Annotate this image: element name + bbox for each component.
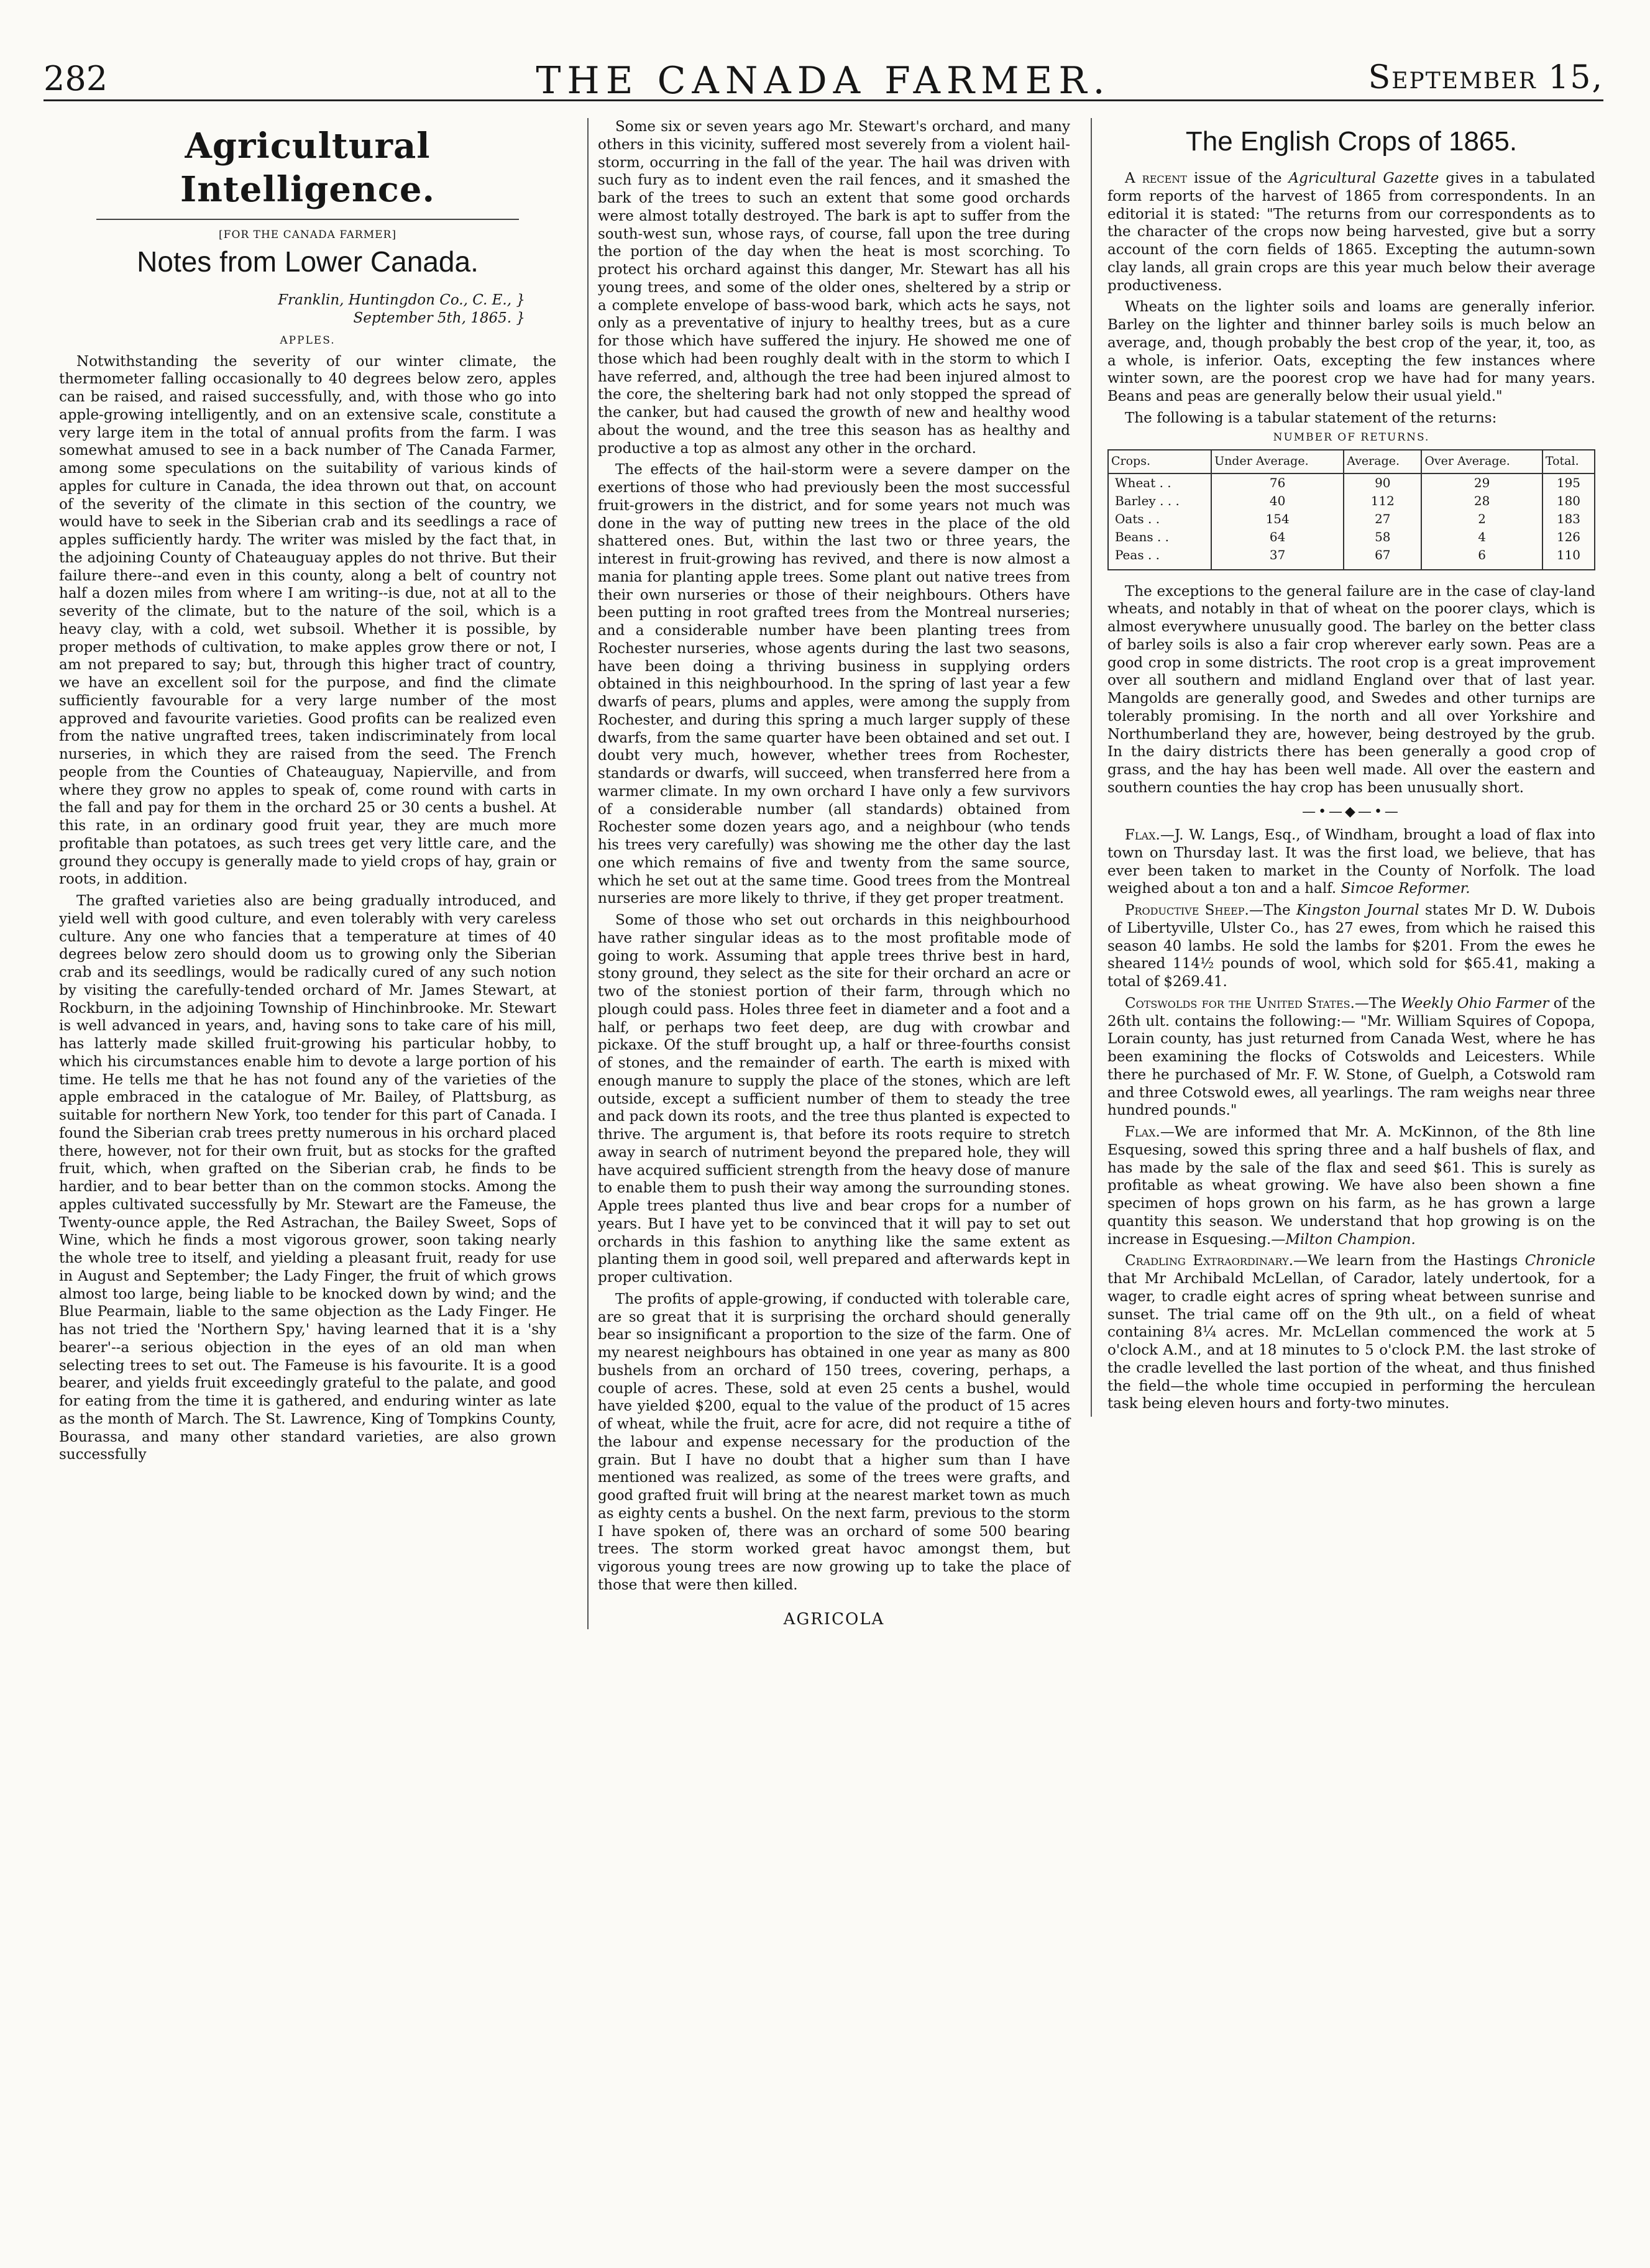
- article-title: Notes from Lower Canada.: [137, 245, 479, 278]
- cell: 64: [1211, 528, 1344, 546]
- cell: 29: [1421, 473, 1542, 492]
- cell: 37: [1211, 546, 1344, 570]
- subhead: APPLES.: [280, 334, 336, 347]
- source: Milton Champion.: [1285, 1231, 1416, 1248]
- cell: Oats . .: [1108, 510, 1211, 528]
- section-title: Agricultural Intelligence.: [180, 126, 435, 210]
- cell: 28: [1421, 492, 1542, 510]
- paragraph: Wheats on the lighter soils and loams are generally inferior. Barley on the lighter and thinner barley soils is much below an average, and, though probably the best crop of the year, it, too, as a whole, is inferior. Oats, excepting the few instances where winter sown, are the poorest crop we have had for many years. Beans and peas are generally below their usual yield.": [1107, 299, 1595, 405]
- text: that Mr Archibald McLellan, of Carador, lately undertook, for a wager, to cradle eight acres of spring wheat between sunrise and sunset. The trial came off on the 9th ult., on a field of wheat containing 8¼ acres. Mr. McLellan commenced the work at 5 o'clock A.M., and at 18 minutes to 5 o'clock P.M. the last stroke of the cradle levelled the last portion of the wheat, and thus finished the field—the whole time occupied in performing the herculean task being eleven hours and forty-two minutes.: [1107, 1271, 1595, 1412]
- table-row: [1108, 528, 1595, 546]
- paragraph: Some six or seven years ago Mr. Stewart's orchard, and many others in this vicinity, suffered most severely from a violent hail-storm, occurring in the fall of the year. The hail was driven with such fury as to indent even the rail fences, and it smashed the bark of the trees to such an extent that some good orchards were almost totally destroyed. The bark is apt to suffer from the south-west sun, whose rays, of course, fall upon the tree during the portion of the day when the heat is most scorching. To protect his orchard against this danger, Mr. Stewart has all his young trees, and some of the older ones, sheltered by a strip or a complete envelope of bass-wood bark, which acts he says, not only as a preventative of injury to healthy trees, but as a cure for those which have suffered the injury. He showed me one of those which had been roughly dealt with in the storm to which I have referred, and, although the tree had been injured almost to the core, the sheltering bark had not only stopped the spread of the canker, but had caused the growth of new and healthy wood about the wound, and the tree this season has as healthy and productive a top as almost any other in the orchard.: [598, 119, 1070, 457]
- news-item-flax-2: [1107, 1123, 1595, 1248]
- run-in: Cradling Extraordinary.: [1125, 1253, 1294, 1269]
- column-2: [587, 118, 1070, 1629]
- table-header: Total.: [1542, 450, 1595, 473]
- cell: Beans . .: [1108, 528, 1211, 546]
- newspaper-title: THE CANADA FARMER.: [536, 59, 1111, 103]
- text: issue of the: [1194, 170, 1282, 186]
- article-title: The English Crops of 1865.: [1185, 126, 1518, 157]
- table-header: Over Average.: [1421, 450, 1542, 473]
- table-row: [1108, 510, 1595, 528]
- news-item-cotswolds: [1107, 995, 1595, 1120]
- table-header: Average.: [1344, 450, 1421, 473]
- dateline: [59, 291, 525, 327]
- cell: 27: [1344, 510, 1421, 528]
- cell: 2: [1421, 510, 1542, 528]
- text: —The: [1249, 902, 1291, 918]
- paragraph: The profits of apple-growing, if conducted with tolerable care, are so great that it is surprising the orchard should generally bear so insignificant a proportion to the size of the farm. One of my nearest neighbours has obtained in one year as many as 800 bushels from an orchard of 150 trees, covering, perhaps, a couple of acres. These, sold at even 25 cents a bushel, would have yielded $200, equal to the value of the product of 15 acres of wheat, while the fruit, acre for acre, did not require a tithe of the labour and expense necessary for the production of the grain. But I have no doubt that a higher sum than I have mentioned was realized, as some of the trees were grafts, and good grafted fruit will bring at the nearest market town as much as eighty cents a bushel. On the next farm, previous to the storm I have spoken of, there was an orchard of some 500 bearing trees. The storm worked great havoc amongst them, but vigorous young trees are now growing up to take the place of those that were then killed.: [598, 1291, 1070, 1593]
- run-in: A recent: [1125, 170, 1187, 186]
- cell: 110: [1542, 546, 1595, 570]
- cell: Barley . . .: [1108, 492, 1211, 510]
- table-header: Crops.: [1108, 450, 1211, 473]
- column-1: [59, 118, 556, 1468]
- publication-name: Chronicle: [1524, 1253, 1595, 1269]
- table-row: [1108, 473, 1595, 492]
- cell: 76: [1211, 473, 1344, 492]
- paragraph: Notwithstanding the severity of our winter climate, the thermometer falling occasionally to 40 degrees below zero, apples can be raised, and raised successfully, and, with those who go into apple-growing intelligently, and on an extensive scale, constitute a very large item in the total of annual profits from the farm. I was somewhat amused to see in a back number of The Canada Farmer, among some speculations on the suitability of various kinds of apples for culture in Canada, the idea thrown out that, on account of the severity of the climate in this section of the country, we would have to seek in the Siberian crab and its seedlings a race of apples sufficiently hardy. The writer was misled by the fact that, in the adjoining County of Chateauguay apples do not thrive. But their failure there--and even in this county, along a belt of country not half a dozen miles from where I am writing--is due, not at all to the severity of the climate, but to the nature of the soil, which is a heavy clay, with a cold, wet subsoil. Whether it is possible, by proper methods of cultivation, to make apples grow there or not, I am not prepared to say; but, through this higher tract of country, we have an excellent soil for the purpose, and find the climate sufficiently favourable for a very large number of the most approved and favourite varieties. Good profits can be realized even from the native ungrafted trees, taken indiscriminately from local nurseries, in which they are raised from the seed. The French people from the Counties of Chateauguay, Napierville, and from where they grow no apples to speak of, come round with carts in the fall and pay for them in the orchard 25 or 30 cents a bushel. At this rate, in an ordinary good fruit year, they are much more profitable than potatoes, as such trees get very little care, and the ground they occupy is generally made to yield crops of hay, grain or roots, in addition.: [59, 353, 556, 888]
- run-in: Flax.: [1125, 1124, 1160, 1140]
- cell: Wheat . .: [1108, 473, 1211, 492]
- page-number: 282: [44, 59, 108, 98]
- text: gives in a tabulated form reports of the harvest of 1865 from correspondents. In an editorial it is stated: "The returns from our correspondents as to the character of the crops now being harvested, give but a sorry account of the corn fields of 1865. Excepting the autumn-sown clay lands, all grain crops are this year much below their average productiveness.: [1107, 170, 1596, 294]
- paragraph: The effects of the hail-storm were a severe damper on the exertions of those who had previously been the most successful fruit-growers in the district, and for some years not much was done in the way of putting new trees in the place of the old shattered ones. But, within the last two or three years, the interest in fruit-growing has revived, and there is now almost a mania for planting apple trees. Some plant out native trees from their own nurseries or those of their neighbours. Others have been putting in root grafted trees from the Montreal nurseries; and a considerable number have been planting trees from Rochester nurseries, whose agents during the last two seasons, have been doing a thriving business in supplying orders obtained in this neighbourhood. In the spring of last year a few dwarfs of pears, plums and apples, were among the supply from Rochester, and during this spring a much larger supply of these dwarfs, from the same quarter have been obtained and set out. I doubt very much, however, whether trees from Rochester, standards or dwarfs, will succeed, when transferred here from a warmer climate. In my own orchard I have only a few survivors of a considerable number (all standards) obtained from Rochester some dozen years ago, and a neighbour (who tends his trees very carefully) was showing me the other day the last one which remains of five and twenty from the same source, which he set out at the same time. Good trees from the Montreal nurseries are more likely to thrive, if they get proper treatment.: [598, 462, 1070, 907]
- divider: [96, 219, 519, 220]
- text: —J. W. Langs, Esq., of Windham, brought a load of flax into town on Thursday last. It was the first load, we believe, that has ever been taken to market in the County of Norfolk. The load weighed about a ton and a half.: [1107, 827, 1595, 897]
- news-item-cradling: [1107, 1252, 1595, 1413]
- cell: 67: [1344, 546, 1421, 570]
- ornament-divider: —•—◆—•—: [1302, 803, 1401, 820]
- paragraph: The following is a tabular statement of the returns:: [1125, 409, 1497, 426]
- cell: 126: [1542, 528, 1595, 546]
- issue-date: September 15,: [1368, 59, 1603, 96]
- cell: 6: [1421, 546, 1542, 570]
- news-item-flax: [1107, 826, 1595, 898]
- paragraph: The grafted varieties also are being gradually introduced, and yield well with good culture, and even tolerably with very careless culture. Any one who fancies that a temperature at times of 40 degrees below zero should doom us to growing only the Siberian crab and its seedlings, would be radically cured of any such notion by visiting the carefully-tended orchard of Mr. James Stewart, at Rockburn, in the adjoining Township of Hinchinbrooke. Mr. Stewart is well advanced in years, and, having sons to take care of his mill, has latterly made skilled fruit-growing his particular hobby, to which his circumstances enable him to devote a large portion of his time. He tells me that he has not found any of the varieties of the apple embraced in the catalogue of Mr. Bailey, of Plattsburg, as suitable for northern New York, too tender for this part of Canada. I found the Siberian crab trees pretty numerous in his orchard placed there, however, not for their own fruit, but as stocks for the grafted fruit, which, when grafted on the Siberian crab, he finds to be hardier, and to bear better than on the common stocks. Among the apples cultivated successfully by Mr. Stewart are the Fameuse, the Twenty-ounce apple, the Red Astrachan, the Bailey Sweet, Sops of Wine, which he finds a most vigorous grower, soon taking nearly the whole tree to itself, and yielding a pleasant fruit, ready for use in August and September; the Lady Finger, the fruit of which grows almost too large, being liable to be knocked down by wind; and the Blue Pearmain, liable to the same objection as the Lady Finger. He has not tried the 'Northern Spy,' having learned that it is a 'shy bearer'--a serious objection in the eyes of an old man when selecting trees to set out. The Fameuse is his favourite. It is a good bearer, and yields fruit exceedingly grateful to the palate, and good for eating from the time it is gathered, and enduring winter as late as the month of March. The St. Lawrence, King of Tompkins County, Bourassa, and many other standard varieties, are also grown successfully: [59, 893, 556, 1463]
- returns-table: [1107, 449, 1595, 570]
- cell: 154: [1211, 510, 1344, 528]
- paragraph: Some of those who set out orchards in this neighbourhood have rather singular ideas as to the most profitable mode of going to work. Assuming that apple trees thrive best in hard, stony ground, they select as the site for their orchard an acre or two of the stoniest portion of their farm, through which no plough could pass. Holes three feet in diameter and a foot and a half, or perhaps two feet deep, are dug with crowbar and pickaxe. Of the stuff brought up, a half or three-fourths consist of stones, and the remainder of earth. The earth is mixed with enough manure to supply the place of the stones, which are left outside, except a sufficient number of them to steady the tree and pack down its roots, and the tree thus planted is expected to thrive. The argument is, that before its roots require to stretch away in search of nutriment beyond the prepared hole, they will have acquired sufficient strength from the heavy dose of manure to enable them to push their way among the surrounding stones. Apple trees planted thus live and bear crops for a number of years. But I have yet to be convinced that it will pay to set out orchards in this fashion to anything like the same extent as planting them in good soil, well prepared and afterwards kept in proper cultivation.: [598, 912, 1070, 1286]
- paragraph: The exceptions to the general failure are in the case of clay-land wheats, and notably in that of wheat on the poorer clays, which is almost everywhere unusually good. The barley on the better class of barley soils is also a fair crop wherever early sown. Peas are a good crop in some districts. The root crop is a great improvement over all southern and midland England over that of last year. Mangolds are generally good, and Swedes and other turnips are tolerably promising. In the north and all over Yorkshire and Northumberland they are, however, being destroyed by the grub. In the dairy districts there has been generally a good crop of grass, and the hay has been well made. All over the eastern and southern counties the hay crop has been unusually short.: [1107, 583, 1595, 796]
- cell: 195: [1542, 473, 1595, 492]
- column-3: [1091, 118, 1595, 1417]
- cell: 58: [1344, 528, 1421, 546]
- news-item-sheep: [1107, 902, 1595, 991]
- for-line: [FOR THE CANADA FARMER]: [219, 229, 396, 241]
- cell: 183: [1542, 510, 1595, 528]
- run-in: Cotswolds for the United States.: [1125, 995, 1355, 1012]
- cell: Peas . .: [1108, 546, 1211, 570]
- cell: 90: [1344, 473, 1421, 492]
- publication-name: Agricultural Gazette: [1288, 170, 1439, 186]
- run-in: Flax.: [1125, 827, 1160, 843]
- source: Simcoe Reformer.: [1341, 880, 1470, 897]
- text: of the 26th ult. contains the following:— "Mr. William Squires of Copopa, Lorain county, has just returned from Canada West, where he has been examining the flocks of Cotswolds and Leicesters. While there he purchased of Mr. F. W. Stone, of Guelph, a Cotswold ram and three Cotswold ewes, all yearlings. The ram weighs near three hundred pounds.": [1107, 995, 1596, 1119]
- cell: 4: [1421, 528, 1542, 546]
- cell: 180: [1542, 492, 1595, 510]
- masthead: [44, 25, 1603, 101]
- publication-name: Kingston Journal: [1296, 902, 1419, 918]
- text: —The: [1354, 995, 1396, 1012]
- signature: AGRICOLA: [783, 1609, 885, 1629]
- dateline-place: Franklin, Huntingdon Co., C. E., }: [278, 291, 525, 308]
- text: —We learn from the Hastings: [1293, 1253, 1518, 1269]
- table-row: [1108, 546, 1595, 570]
- dateline-date: September 5th, 1865. }: [353, 309, 525, 326]
- table-header: Under Average.: [1211, 450, 1344, 473]
- run-in: Productive Sheep.: [1125, 902, 1249, 918]
- table-header-row: [1108, 450, 1595, 473]
- text: —We are informed that Mr. A. McKinnon, of the 8th line Esquesing, sowed this spring three and a half bushels of flax, and has made by the sale of the flax and seed $61. This is surely as profitable as wheat growing. We have also been shown a fine specimen of hops grown on his farm, as he has grown a large quantity this season. We understand that hop growing is on the increase in Esquesing.—: [1107, 1124, 1595, 1248]
- paragraph: [1107, 170, 1595, 295]
- publication-name: Weekly Ohio Farmer: [1401, 995, 1549, 1012]
- cell: 40: [1211, 492, 1344, 510]
- text: states Mr D. W. Dubois of Libertyville, Ulster Co., has 27 ewes, from which he raised this season 40 lambs. He sold the lambs for $201. From the ewes he sheared 114½ pounds of wool, which sold for $65.41, making a total of $269.41.: [1107, 902, 1595, 990]
- cell: 112: [1344, 492, 1421, 510]
- table-row: [1108, 492, 1595, 510]
- table-caption: NUMBER OF RETURNS.: [1273, 431, 1430, 444]
